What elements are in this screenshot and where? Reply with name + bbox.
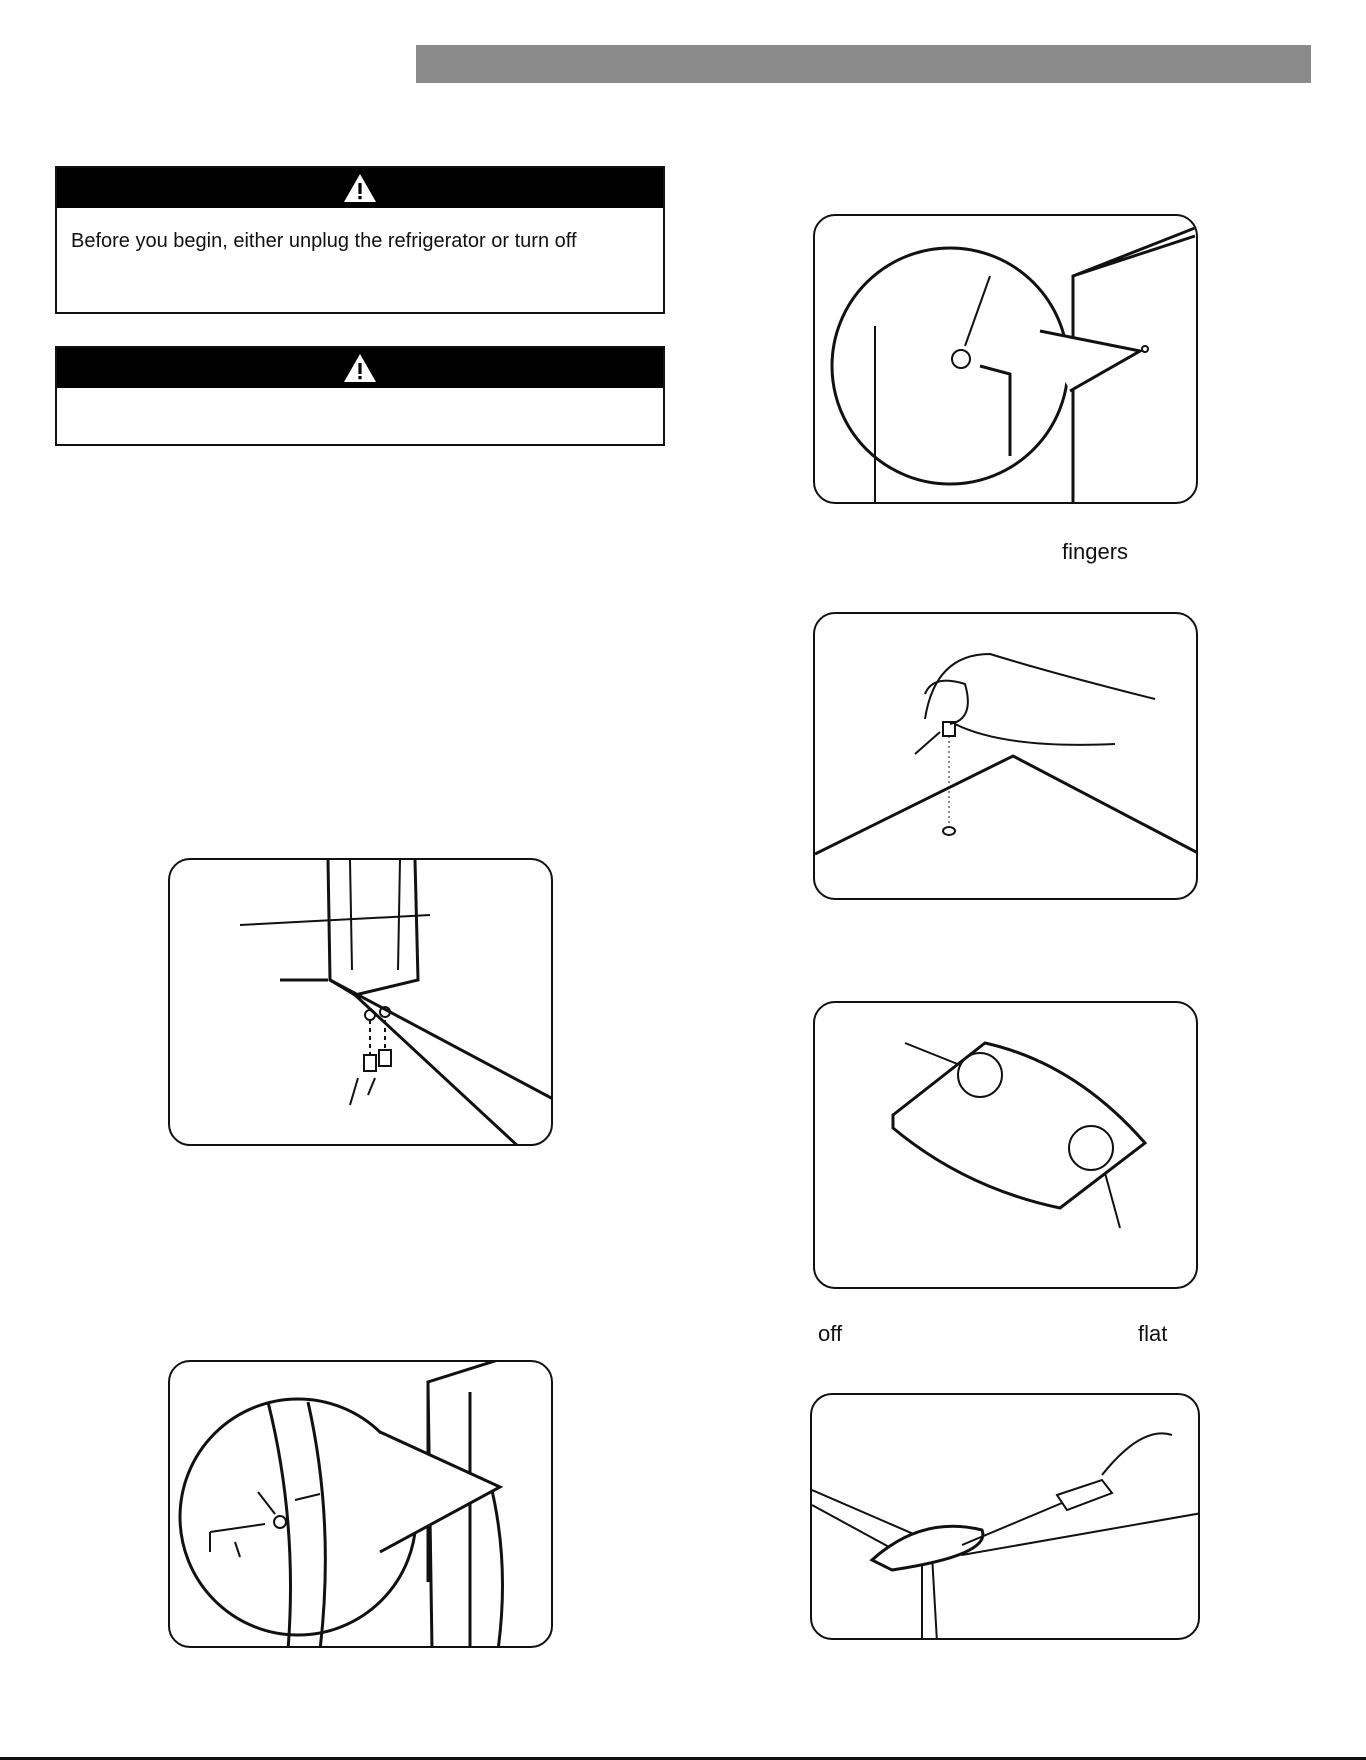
warning-header	[57, 168, 663, 208]
text-off: off	[818, 1321, 843, 1346]
section-header-bar	[416, 45, 1311, 83]
warning-triangle-icon	[342, 172, 378, 204]
illustration-screwdriver	[810, 1393, 1200, 1640]
warning-text	[57, 388, 663, 432]
illustration-handle-screws	[168, 858, 553, 1146]
illustration-handle-setscrew	[168, 1360, 553, 1648]
warning-triangle-icon	[342, 352, 378, 384]
text-flat: flat	[1138, 1321, 1168, 1346]
warning-header	[57, 348, 663, 388]
text-fingers: fingers	[1062, 539, 1129, 564]
warning-text: Before you begin, either unplug the refrigerator or turn off	[71, 230, 577, 252]
illustration-top-cap	[813, 1001, 1198, 1289]
warning-box-2	[55, 346, 665, 446]
illustration-door-hexkey	[813, 214, 1198, 504]
warning-box-1	[55, 166, 665, 314]
illustration-hand-screw	[813, 612, 1198, 900]
